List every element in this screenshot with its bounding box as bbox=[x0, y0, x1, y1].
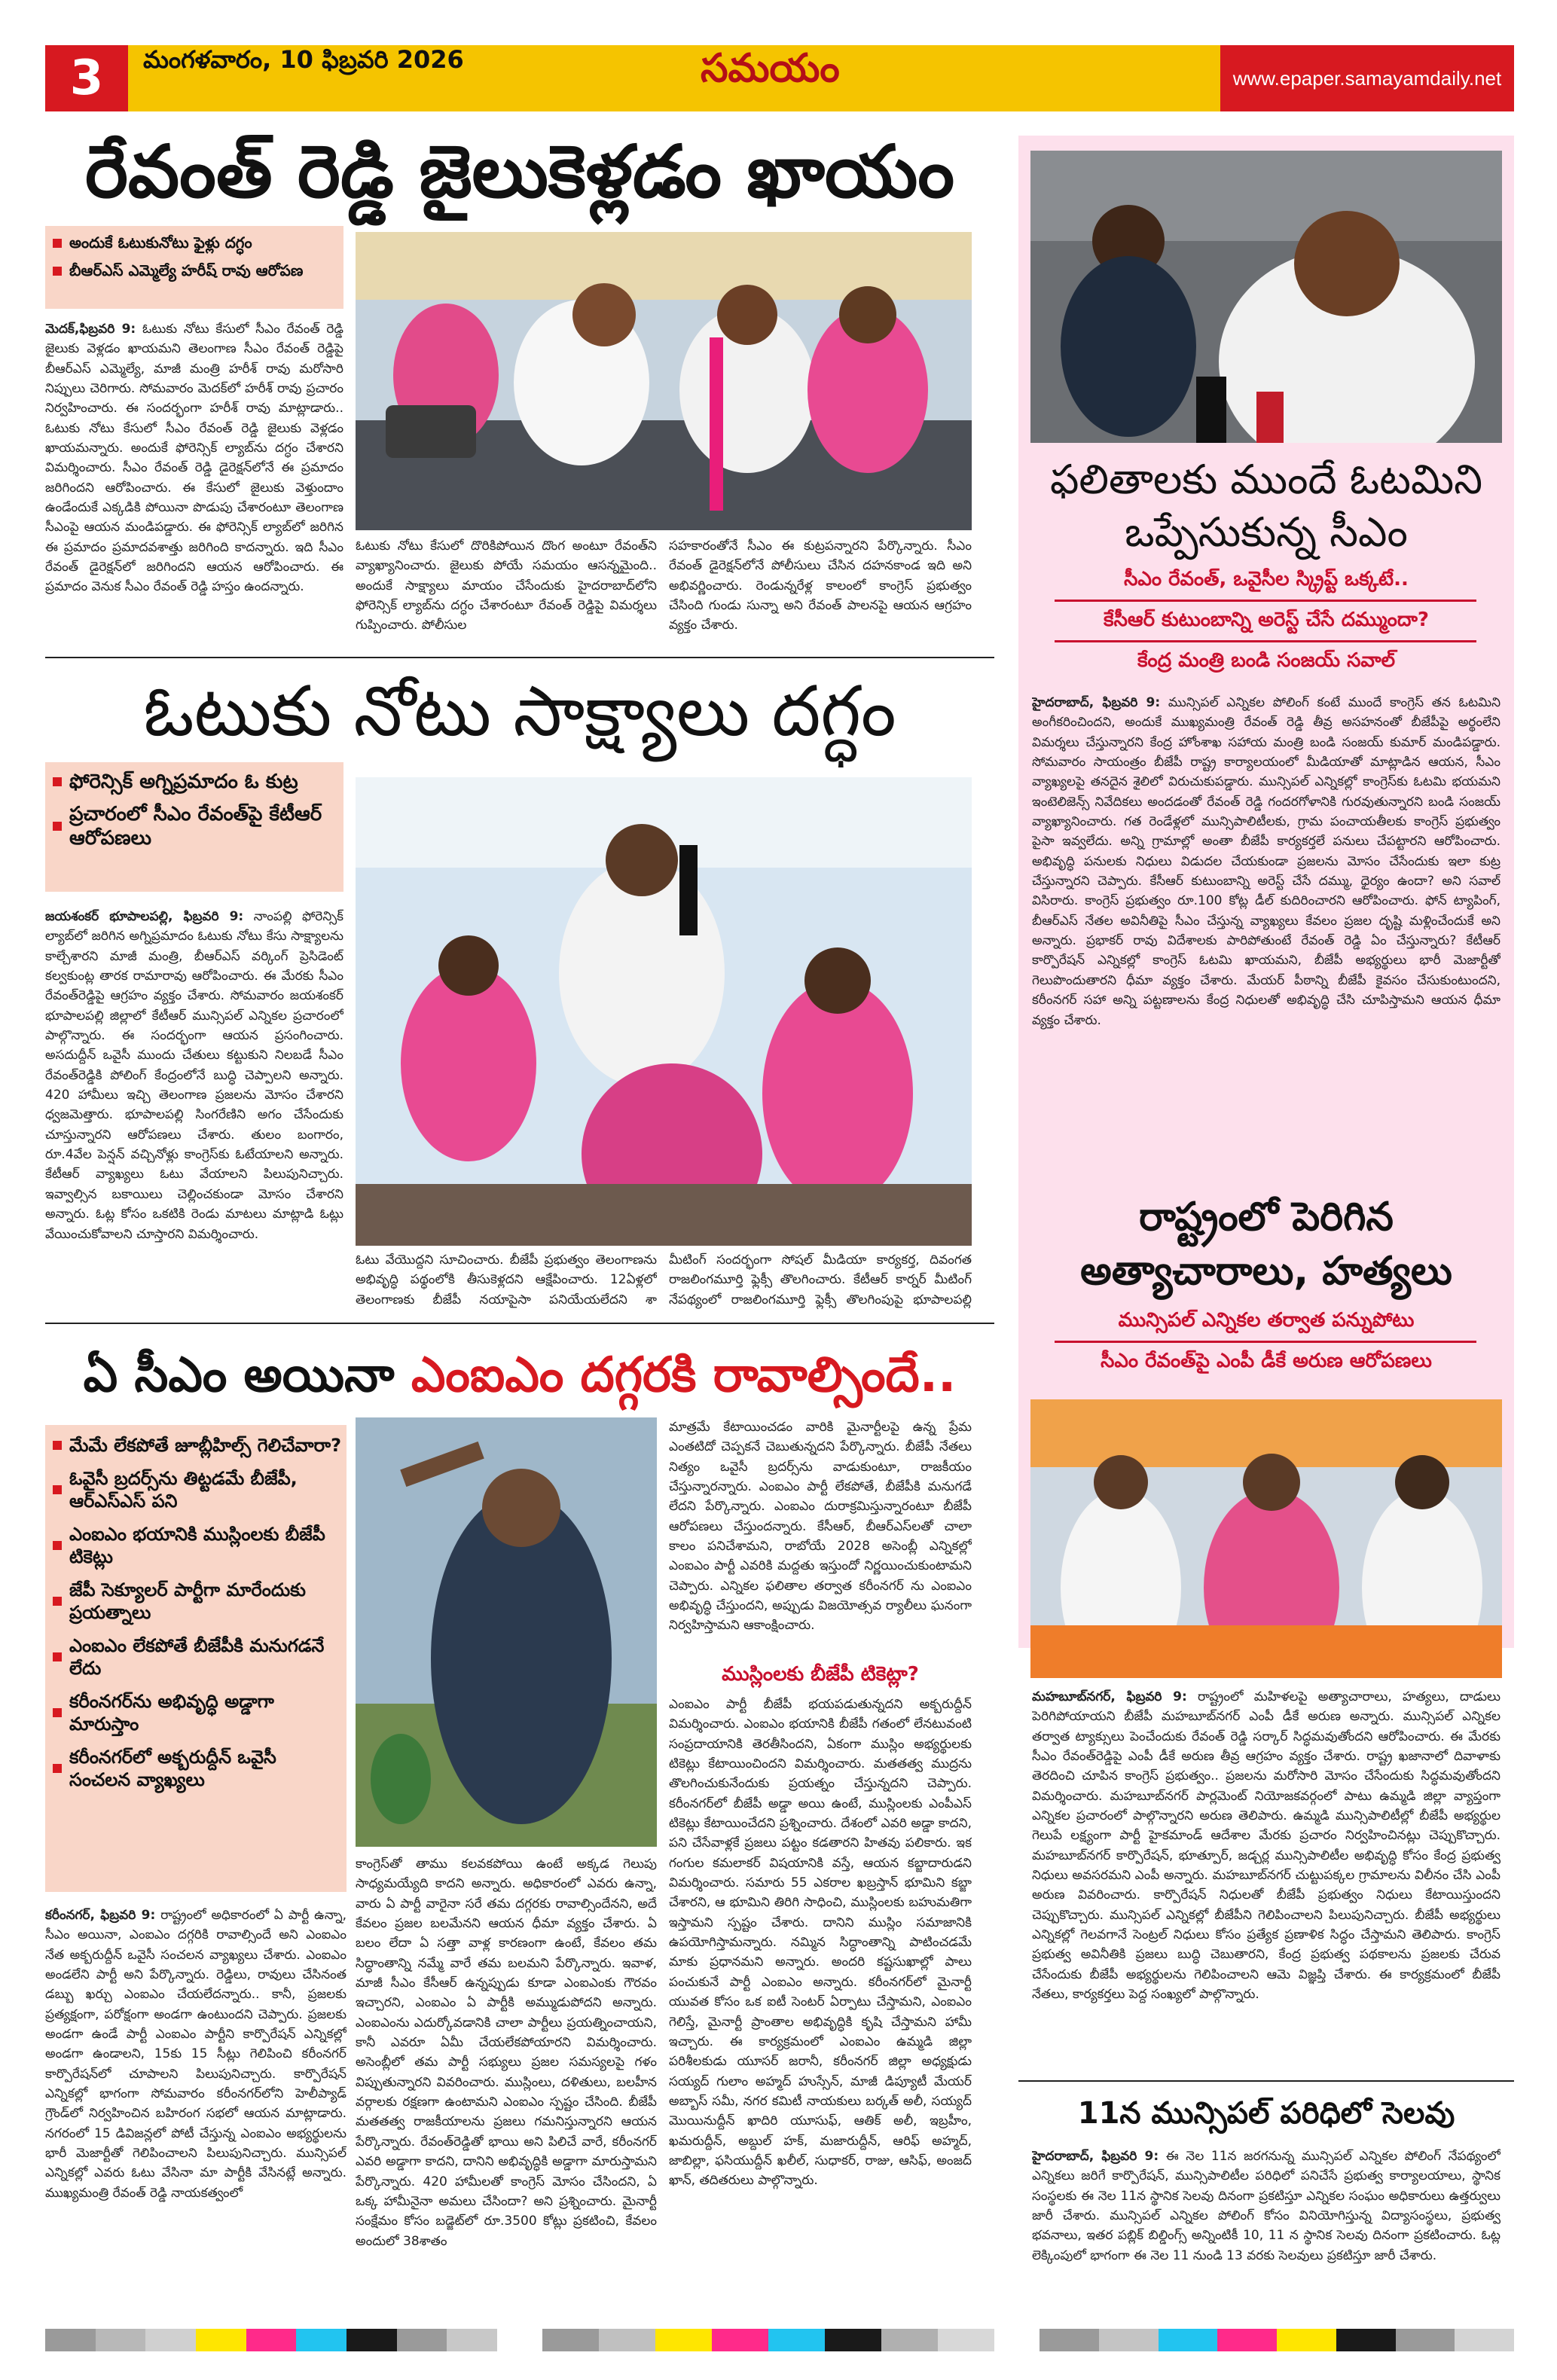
story1-bullet: బీఆర్ఎస్ ఎమ్మెల్యే హరీష్ రావు ఆరోపణ bbox=[50, 261, 339, 280]
side3-headline: 11న మున్సిపల్ పరిధిలో సెలవు bbox=[1077, 2096, 1455, 2131]
story3-bullet: కరీంనగర్‌లో అక్బరుద్దీన్ ఒవైసీ సంచలన వ్యాఖ్యలు bbox=[50, 1746, 342, 1791]
story1-headline: రేవంత్ రెడ్డి జైలుకెళ్లడం ఖాయం bbox=[84, 130, 955, 214]
story3-bullet: ఎంఐఎం భయానికి ముస్లింలకు బీజేపీ టికెట్లు bbox=[50, 1523, 342, 1568]
story2-photo bbox=[356, 777, 972, 1246]
story2-bullet: ప్రచారంలో సీఎం రేవంత్‌పై కేటీఆర్ ఆరోపణలు bbox=[50, 802, 339, 851]
story3-headline-black: ఏ సీఎం అయినా bbox=[83, 1347, 395, 1403]
story3-col1-text: రాష్ట్రంలో అధికారంలో ఏ పార్టీ ఉన్నా, సీఎం అయినా, ఎంఐఎం దగ్గరికి రావాల్సిందే అని ఎంఐఎం నేత అక్బరుద్దీన్ ఒవైసీ సంచలన వ్యాఖ్యలు చేశారు. ఎంఐఎం అండలేని పార్టీ అని పేర్కొన్నారు. రెడ్డిలు, రావులు చేసినంత డబ్బు ఖర్చు ఎంఐఎం చేయలేదన్నారు.. కానీ, ప్రజలకు ప్రత్యక్షంగా, పరోక్షంగా అండగా ఉంటుందని చెప్పారు. ప్రజలకు అండగా ఉండే పార్టీ ఎంఐఎం పార్టీని కార్పొరేషన్ ఎన్నికల్లో అండగా ఉండాలని, 15కు 15 సీట్లు గెలిపించి కరీంనగర్ కార్పొరేషన్‌లో చూపాలని పిలుపునిచ్చారు. కార్పొరేషన్ ఎన్నికల్లో భాగంగా సోమవారం కరీంనగర్‌లోని హెలీప్యాడ్ గ్రౌండ్‌లో నిర్వహించిన బహిరంగ సభలో ఆయన మాట్లాడారు. నగరంలో 15 డివిజన్లలో పోటీ చేస్తున్న ఎంఐఎం అభ్యర్థులను భారీ మెజార్టీతో గెలిపించాలని పిలుపునిచ్చారు. మున్సిపల్ ఎన్నికల్లో ఎవరు ఓటు వేసినా మా పార్టీకి వేసినట్లే అన్నారు. ముఖ్యమంత్రి రేవంత్ రెడ్డి నాయకత్వంలో bbox=[45, 1908, 347, 2201]
story2-column-1 bbox=[45, 907, 343, 1312]
side3-body bbox=[1032, 2147, 1501, 2297]
story3-column-3: మాత్రమే కేటాయించడం వారికి మైనార్టీలపై ఉన్న ప్రేమ ఎంతటిదో చెప్పకనే చెబుతున్నదని పేర్కొన్నారు. బీజేపీ నేతలు నిత్యం ఒవైసీ బ్రదర్స్‌ను వాడుకుంటూ, రాజకీయం చేస్తున్నారన్నారు. ఎంఐఎం పార్టీ లేకపోతే, బీజేపీకి మనుగడే లేదని పేర్కొన్నారు. ఎంఐఎం దురాక్రమిస్తున్నారంటూ బీజేపీ ఆరోపణలు చేస్తుందన్నారు. కేసీఆర్, బీఆర్ఎస్‌లతో చాలా కాలం పనిచేశామని, రాబోయే 2028 అసెంబ్లీ ఎన్నికల్లో ఎంఐఎం పార్టీ ఎవరికి మద్దతు ఇస్తుందో నిర్ణయించుకుంటామని చెప్పారు. ఎన్నికల ఫలితాల తర్వాత కరీంనగర్ ను ఎంఐఎం అభివృద్ధి చేస్తుందని, అప్పుడు విజయోత్సవ ర్యాలీలు ఘనంగా నిర్వహిస్తామని ఆకాంక్షించారు. bbox=[669, 1420, 972, 1634]
story3-column-2: కాంగ్రెస్‌తో తాము కలవకపోయి ఉంటే అక్కడ గెలుపు సాధ్యమయ్యేది కాదని అన్నారు. అధికారంలో ఎవరు ఉన్నా, వారు ఏ పార్టీ వారైనా సరే తమ దగ్గరకు రావాల్సిందేనని, అదే కేవలం ప్రజల బలమేనని ఆయన ధీమా వ్యక్తం చేశారు. ఏ బలం లేదా ఏ సత్తా వాళ్ల కారణంగా ఉంటే, కేవలం తమ సిద్ధాంతాన్ని నమ్మే వారే తమ బలమని పేర్కొన్నారు. ఇవాళ, మాజీ సీఎం కేసీఆర్ ఉన్నప్పుడు కూడా ఎంఐఎంకు గౌరవం ఇచ్చారని, ఎంఐఎం ఏ పార్టీకి అమ్ముడుపోదని అన్నారు. ఎంఐఎంను ఎదుర్కోవడానికి చాలా పార్టీలు ప్రయత్నించాయని, కానీ ఎవరూ ఏమీ చేయలేకపోయారని విమర్శించారు. అసెంబ్లీలో తమ పార్టీ సభ్యులు ప్రజల సమస్యలపై గళం విప్పుతున్నారని వివరించారు. ముస్లింలు, దళితులు, బలహీన వర్గాలకు రక్షణగా ఉంటామని ఎంఐఎం స్పష్టం చేసింది. బీజేపీ మతతత్వ రాజకీయాలను ప్రజలు గమనిస్తున్నారని ఆయన పేర్కొన్నారు. రేవంత్‌రెడ్డితో భాయి అని పిలిచే వారే, కరీంనగర్ ఎవరి అడ్డాగా కాదని, దానిని అభివృద్ధికి అడ్డాగా మారుస్తామని పేర్కొన్నారు. 420 హామీలతో కాంగ్రెస్ మోసం చేసిందని, ఏ ఒక్క హామీనైనా అమలు చేసిందా? అని ప్రశ్నించారు. మైనార్టీ సంక్షేమం కోసం బడ్జెట్‌లో రూ.3500 కోట్లు ప్రకటించి, కేవలం అందులో 38శాతం bbox=[356, 1857, 657, 2249]
side2-body bbox=[1032, 1687, 1501, 2076]
side2-body-text: రాష్ట్రంలో మహిళలపై అత్యాచారాలు, హత్యలు, దాడులు పెరిగిపోయాయని బీజేపీ మహబూబ్‌నగర్ ఎంపీ డీకే అరుణ అన్నారు. మున్సిపల్ ఎన్నికల తర్వాత ట్యాక్సులు పెంచేందుకు రేవంత్ రెడ్డి సర్కార్ సిద్ధమవుతోందని ఆరోపించారు. ఈ మేరకు సీఎం రేవంత్‌రెడ్డిపై ఎంపీ డీకే అరుణ తీవ్ర ఆగ్రహం వ్యక్తం చేశారు. రాష్ట్ర ఖజానాలో దివాళాకు తెరదించి చూపిన కాంగ్రెస్ ప్రభుత్వం.. ప్రజలను మరోసారి మోసం చేసేందుకు సిద్ధమవుతోందని విమర్శించారు. మహబూబ్‌నగర్ పార్లమెంట్ నియోజకవర్గంలో పాటు ఉమ్మడి జిల్లా వ్యాప్తంగా ఎన్నికల ప్రచారంలో పాల్గొన్నారని అరుణ తెలిపారు. ఉమ్మడి మున్సిపాలిటీల్లో బీజేపీ అభ్యర్థుల గెలుపే లక్ష్యంగా పార్టీ హైకమాండ్ ఆదేశాల మేరకు ప్రచారం నిర్వహించినట్లు చెప్పుకొచ్చారు. మహబూబ్‌నగర్ కార్పొరేషన్, భూత్పూర్, జడ్చర్ల మున్సిపాలిటీల అభివృద్ధి కోసం కేంద్ర ప్రభుత్వ నిధులు అవసరమని ఎంపీ అన్నారు. మహబూబ్‌నగర్ చుట్టుపక్కల గ్రామాలను విలీనం చేసి ఎంపీ అరుణ వివరించారు. కార్పొరేషన్ నిధులతో బీజేపీ ప్రభుత్వం నిధులు కేటాయిస్తుందని చెప్పుకొచ్చారు. మున్సిపల్ ఎన్నికల్లో బీజేపీని గెలిపించాలని పిలుపునిచ్చారు. బీజేపీ అభ్యర్థులు ఎన్నికల్లో గెలవగానే సెంట్రల్ నిధులు కోసం ప్రత్యేక ప్రణాళిక సిద్ధం చేస్తామని తెలిపారు. కాంగ్రెస్ ప్రభుత్వ అవినీతికి ప్రజలు బుద్ధి చెబుతారని, కేంద్ర ప్రభుత్వ పథకాలను ప్రజలకు చేరువ చేసేందుకు బీజేపీ అభ్యర్థులను గెలిపించాలని ఆమె విజ్ఞప్తి చేశారు. ఈ కార్యక్రమంలో బీజేపీ నేతలు, కార్యకర్తలు పెద్ద సంఖ్యలో పాల్గొన్నారు. bbox=[1032, 1689, 1501, 2003]
side2-subhead: మున్సిపల్ ఎన్నికల తర్వాత పన్నుపోటు bbox=[1118, 1309, 1415, 1332]
side1-dateline: హైదరాబాద్, ఫిబ్రవరి 9: bbox=[1032, 695, 1161, 710]
side2-photo bbox=[1030, 1399, 1502, 1678]
divider bbox=[1055, 600, 1476, 602]
story1-bullet-box bbox=[45, 226, 343, 309]
color-calibration-bar bbox=[1040, 2329, 1514, 2351]
story3-column-3b: ఎంఐఎం పార్టీ బీజేపీ భయపడుతున్నదని అక్బరుద్దీన్ విమర్శించారు. ఎంఐఎం భయానికి బీజేపీ గతంలో లేనటువంటి సంప్రదాయానికి తెరతీసిందని, ఏకంగా ముస్లిం అభ్యర్థులకు టికెట్లు కేటాయించిందని విమర్శించారు. మతతత్వ ముద్రను తొలగించుకునేందుకు ప్రయత్నం చేస్తున్నదని చెప్పారు. కరీంనగర్‌లో బీజేపీ అడ్డా అయి ఉంటే, ముస్లింలకు ఎంపీఎస్ టికెట్లు కేటాయించేదని ప్రశ్నించారు. దేశంలో ఎవరి అడ్డా కాదని, పని చేసేవాళ్లకే ప్రజలు పట్టం కడతారని హితవు పలికారు. ఇక గంగుల కమలాకర్ విషయానికి వస్తే, ఆయన కబ్జాదారుడని విమర్శించారు. సమారు 55 ఎకరాల ఖబ్రస్తాన్ భూమిని కబ్జా చేశారని, ఆ భూమిని తిరిగి సాధించి, ముస్లింలకు బహుమతిగా ఇస్తామని స్పష్టం చేశారు. దానిని ముస్లిం సమాజానికి ఉపయోగిస్తామన్నారు. నమ్మిన సిద్ధాంతాన్ని పాటించడమే మాకు ప్రధానమని అన్నారు. అందరి కష్టసుఖాల్లో పాలు పంచుకునే పార్టీ ఎంఐఎం అన్నారు. కరీంనగర్‌లో మైనార్టీ యువత కోసం ఒక ఐటీ సెంటర్ ఏర్పాటు చేస్తామని, ఎంఐఎం గెలిస్తే, మైనార్టీ ప్రాంతాల అభివృద్ధికి కృషి చేస్తామని హామీ ఇచ్చారు. ఈ కార్యక్రమంలో ఎంఐఎం ఉమ్మడి జిల్లా పరిశీలకుడు యూసర్ జరానీ, కరీంనగర్ జిల్లా అధ్యక్షుడు సయ్యద్ గులాం అహ్మద్ హుస్సేన్, మాజీ డిప్యూటీ మేయర్ అబ్బాస్ సమీ, నగర కమిటీ నాయకులు బర్కత్ అలీ, సయ్యద్ మొయినుద్దీన్ ఖాదిరి యూసుఫ్, ఆతిక్ అలీ, ఇబ్రహీం, ఖమరుద్దీన్, అబ్దుల్ హక్, మజారుద్దీన్, ఆరిఫ్ అహ్మద్, జాబిల్లా, ఫసియుద్దీన్ ఖలీల్, సుధాకర్, రాజు, ఆసిఫ్, అంజద్ ఖాన్, తదితరులు పాల్గొన్నారు. bbox=[669, 1697, 972, 2189]
story2-bullet-box bbox=[45, 762, 343, 892]
side3-dateline: హైదరాబాద్, ఫిబ్రవరి 9: bbox=[1032, 2149, 1159, 2164]
side2-subhead: సీఎం రేవంత్‌పై ఎంపీ డీకే అరుణ ఆరోపణలు bbox=[1101, 1350, 1432, 1372]
story1-column-1 bbox=[45, 319, 343, 648]
issue-date: మంగళవారం, 10 ఫిబ్రవరి 2026 bbox=[143, 45, 464, 74]
divider bbox=[1055, 1341, 1476, 1343]
side1-body-text: మున్సిపల్ ఎన్నికల పోలింగ్ కంటే ముందే కాంగ్రెస్ తన ఓటమిని అంగీకరించిందని, అందుకే ముఖ్యమంత్రి రేవంత్ రెడ్డి తీవ్ర అసహనంతో బీజేపీపై అర్థంలేని విమర్శలు చేస్తున్నారని కేంద్ర హోంశాఖ సహాయ మంత్రి బండి సంజయ్ కుమార్ మండిపడ్డారు. సోమవారం సాయంత్రం బీజేపీ రాష్ట్ర కార్యాలయంలో మీడియాతో మాట్లాడిన ఆయన, సీఎం వ్యాఖ్యలపై తనదైన శైలిలో విరుచుకుపడ్డారు. మున్సిపల్ ఎన్నికల్లో కాంగ్రెస్‌కు ఓటమి భయమని ఇంటెలిజెన్స్ నివేదికలు అందడంతో రేవంత్ రెడ్డి గందరగోళానికి గురవుతున్నారని బండి సంజయ్ వ్యాఖ్యానించారు. గత రెండేళ్లలో మున్సిపాలిటీలకు, గ్రామ పంచాయతీలకు కాంగ్రెస్ ప్రభుత్వం పైసా ఇవ్వలేదు. అన్ని గ్రామాల్లో అంతా బీజేపీ కార్యకర్తలే పనులు చేపట్టారని ఆరోపించారు. అభివృద్ధి పనులకు నిధులు విడుదల చేయకుండా ప్రజలను మోసం చేసేందుకు ఇలా కుట్ర చేస్తున్నారని చెప్పారు. కేసీఆర్ కుటుంబాన్ని అరెస్ట్ చేసే దమ్ము, ధైర్యం ఉందా? అని సవాల్ విసిరారు. కాంగ్రెస్ ప్రభుత్వం రూ.100 కోట్ల డీల్ కుదిరించారని ఆరోపించారు. ఫోన్ ట్యాపింగ్, బీఆర్ఎస్ నేతల అవినీతిపై సీఎం చేస్తున్న వ్యాఖ్యలు కేవలం ప్రజల దృష్టి మళ్లించేందుకే అని అన్నారు. ప్రభాకర్ రావు విదేశాలకు పారిపోతుంటే రేవంత్ రెడ్డి ఏం చేస్తున్నారు? కేటీఆర్ కార్పొరేషన్ ఎన్నికల్లో కాంగ్రెస్ ఓటమి ఖాయమని, బీజేపీ అభ్యర్థులు భారీ మెజార్టీతో గెలుపొందుతారని ధీమా వ్యక్తం చేశారు. మేయర్ పీఠాన్ని బీజేపీ కైవసం చేసుకుంటుందని, కరీంనగర్ సహా అన్ని పట్టణాలను కేంద్ర నిధులతో అభివృద్ధి చేసి చూపిస్తామని ఆయన ధీమా వ్యక్తం చేశారు. bbox=[1032, 695, 1501, 1028]
side3-body-text: ఈ నెల 11న జరగనున్న మున్సిపల్ ఎన్నికల పోలింగ్ నేపథ్యంలో ఎన్నికలు జరిగే కార్పొరేషన్, మున్సిపాలిటీల పరిధిలో పనిచేసే ప్రభుత్వ కార్యాలయాలు, స్థానిక సంస్థలకు ఈ నెల 11న స్థానిక సెలవు దినంగా ప్రకటిస్తూ ఎన్నికల సంఘం అధికారులు ఉత్తర్వులు జారీ చేశారు. మున్సిపల్ ఎన్నికల పోలింగ్ కోసం వినియోగిస్తున్న విద్యాసంస్థలు, ప్రభుత్వ భవనాలు, ఇతర పబ్లిక్ బిల్డింగ్స్ అన్నింటికీ 10, 11 న స్థానిక సెలవు దినంగా ప్రకటించారు. ఓట్ల లెక్కింపులో భాగంగా ఈ నెల 11 నుండి 13 వరకు సెలవులు ప్రకటిస్తూ జారీ చేశారు. bbox=[1032, 2149, 1501, 2263]
side1-subhead: కేంద్ర మంత్రి బండి సంజయ్ సవాల్ bbox=[1137, 649, 1396, 672]
story3-dateline: కరీంనగర్, ఫిబ్రవరి 9: bbox=[45, 1908, 156, 1923]
side1-subhead: కేసీఆర్ కుటుంబాన్ని అరెస్ట్ చేసే దమ్ముందా? bbox=[1104, 609, 1429, 631]
divider bbox=[1055, 640, 1476, 642]
story1-photo bbox=[356, 232, 972, 530]
divider bbox=[1018, 2080, 1514, 2082]
story3-photo bbox=[356, 1417, 657, 1847]
story1-column-2: ఓటుకు నోటు కేసులో దొరికిపోయిన దొంగ అంటూ రేవంత్‌ని వ్యాఖ్యానించారు. జైలుకు పోయే సమయం ఆసన్నమైంది.. అందుకే సాక్ష్యాలు మాయం చేసేందుకు హైదరాబాద్‌లోని ఫోరెన్సిక్ ల్యాబ్‌ను దగ్ధం చేశారంటూ రేవంత్ రెడ్డిపై విమర్శలు గుప్పించారు. పోలీసుల bbox=[356, 539, 657, 633]
story3-bullet: ఎంఐఎం లేకపోతే బీజేపీకి మనుగడనే లేదు bbox=[50, 1634, 342, 1680]
newspaper-logo: సమయం bbox=[701, 45, 840, 91]
story3-bullet-box bbox=[45, 1425, 347, 1892]
story2-col1-text: నాంపల్లి ఫోరెన్సిక్ ల్యాబ్‌లో జరిగిన అగ్నిప్రమాదం ఓటుకు నోటు కేసు సాక్ష్యాలను కాల్చేశారని మాజీ మంత్రి, బీఆర్ఎస్ వర్కింగ్ ప్రెసిడెంట్ కల్వకుంట్ల తారక రామారావు ఆరోపించారు. ఈ మేరకు సీఎం రేవంత్‌రెడ్డిపై ఆగ్రహం వ్యక్తం చేశారు. సోమవారం జయశంకర్ భూపాలపల్లి జిల్లాలో కేటీఆర్ మున్సిపల్ ఎన్నికల ప్రచారంలో పాల్గొన్నారు. ఈ సందర్భంగా ఆయన ప్రసంగించారు. అసదుద్దీన్ ఒవైసీ ముందు చేతులు కట్టుకుని నిలబడే సీఎం రేవంత్‌రెడ్డికి పోలింగ్ కేంద్రంలోనే బుద్ధి చెప్పాలని అన్నారు. 420 హామీలు ఇచ్చి తెలంగాణ ప్రజలను మోసం చేశారని ధ్వజమెత్తారు. భూపాలపల్లి సింగరేణిని అగం చేసేందుకు చూస్తున్నారని ఆరోపణలు చేశారు. తులం బంగారం, రూ.4వేల పెన్షన్ వచ్చినోళ్లు కాంగ్రెస్‌కు ఓటేయాలని అన్నారు. కేటీఆర్ వ్యాఖ్యలు ఓటు వేయాలని పిలుపునిచ్చారు. ఇవ్వాల్సిన బకాయిలు చెల్లించకుండా మోసం చేశారని అన్నారు. ఓట్ల కోసం ఒకటికి రెండు మాటలు మాట్లాడి ఓట్లు వేయించుకోవాలని చూస్తారని విమర్శించారు. bbox=[45, 909, 343, 1242]
story1-col1-text: ఓటుకు నోటు కేసులో సీఎం రేవంత్ రెడ్డి జైలుకు వెళ్లడం ఖాయమని తెలంగాణ సీఎం రేవంత్ రెడ్డిపై బీఆర్ఎస్ ఎమ్మెల్యే, మాజీ మంత్రి హరీశ్ రావు మరోసారి నిప్పులు చెరిగారు. సోమవారం మెదక్‌లో హరీశ్ రావు ప్రచారం నిర్వహించారు. ఈ సందర్భంగా హరీశ్ రావు మాట్లాడారు.. ఓటుకు నోటు కేసులో సీఎం రేవంత్ రెడ్డి జైలుకు వెళ్లడం ఖాయమన్నారు. అందుకే ఫోరెన్సిక్ ల్యాబ్‌ను దగ్ధం చేశారని విమర్శించారు. సీఎం రేవంత్ రెడ్డి డైరెక్షన్‌లోనే ఈ ప్రమాదం జరిగిందని ఆరోపించారు. ఈ కేసులో జైలుకు వెళ్తుందాం ఉండేందుకే ఎక్కడికి పోయినా పొడుపు చేశారంటూ తెలంగాణ సీఎంపై ఆయన మండిపడ్డారు. ఈ ఫోరెన్సిక్ ల్యాబ్‌లో జరిగిన ఈ ప్రమాదం ప్రమాదవశాత్తు జరిగింది కాదన్నారు. ఇది సీఎం రేవంత్ డైరెక్షన్‌లో జరిగిందని ఆయన ఆరోపించారు. ఈ ప్రమాదం వెనుక సీఎం రేవంత్ రెడ్డి హస్తం ఉందన్నారు. bbox=[45, 322, 343, 595]
story3-bullet: జేపీ సెక్యూలర్ పార్టీగా మారేందుకు ప్రయత్నాలు bbox=[50, 1579, 342, 1624]
story3-bullet: ఓవైసీ బ్రదర్స్‌ను తిట్టడమే బీజేపీ, ఆర్ఎస్ఎస్ పని bbox=[50, 1467, 342, 1512]
story2-column-2: ఓటు వేయొద్దని సూచించారు. బీజేపీ ప్రభుత్వం తెలంగాణను అభివృద్ధి పథ్ధంలోకి తీసుకెళ్లదని ఆక్షేపించారు. 12ఏళ్లలో తెలంగాణకు బీజేపీ నయాపైసా పనియేయలేదని శా bbox=[356, 1253, 657, 1307]
side1-subhead: సీఎం రేవంత్, ఒవైసీల స్క్రిప్ట్ ఒక్కటే.. bbox=[1124, 568, 1409, 590]
side2-dateline: మహబూబ్‌నగర్, ఫిబ్రవరి 9: bbox=[1032, 1689, 1187, 1704]
story1-bullet: అందుకే ఓటుకునోటు ఫైళ్లు దగ్ధం bbox=[50, 233, 339, 252]
story2-dateline: జయశంకర్ భూపాలపల్లి, ఫిబ్రవరి 9: bbox=[45, 909, 244, 924]
story3-headline-red: ఎంఐఎం దగ్గరకి రావాల్సిందే.. bbox=[411, 1347, 957, 1403]
color-calibration-bar bbox=[542, 2329, 994, 2351]
story1-column-3: సహకారంతోనే సీఎం ఈ కుట్రపన్నారని పేర్కొన్నారు. సీఎం రేవంత్ డైరెక్షన్‌లోనే పోలీసులు చేసిన దహనకాండ ఇది అని అభివర్ణించారు. రెండున్నరేళ్ల కాలంలో కాంగ్రెస్ ప్రభుత్వం చేసింది గుండు సున్నా అని రేవంత్ పాలనపై ఆయన ఆగ్రహం వ్యక్తం చేశారు. bbox=[669, 539, 972, 633]
color-calibration-bar bbox=[45, 2329, 497, 2351]
side1-photo bbox=[1030, 151, 1502, 443]
page-number: 3 bbox=[45, 45, 128, 111]
story1-dateline: మెదక్,ఫిబ్రవరి 9: bbox=[45, 322, 136, 337]
divider bbox=[45, 1323, 994, 1324]
story3-headline bbox=[45, 1332, 994, 1419]
story3-bullet: కరీంనగర్‌ను అభివృద్ధి అడ్డాగా మారుస్తాం bbox=[50, 1690, 342, 1735]
divider bbox=[45, 657, 994, 658]
side1-body bbox=[1032, 693, 1501, 1167]
story2-column-3: మీటింగ్ సందర్భంగా సోషల్ మీడియా కార్యకర్త, దివంగత రాజలింగమూర్తి ఫ్లెక్సీ తొలగించారు. కేటీఆర్ కార్నర్ మీటింగ్ నేపథ్యంలో రాజలింగమూర్తి ఫ్లెక్సీ తొలగింపుపై భూపాలపల్లి bbox=[669, 1253, 972, 1307]
story3-column-1 bbox=[45, 1906, 347, 2297]
story3-bullet: మేమే లేకపోతే జూబ్లీహిల్స్ గెలిచేవారా? bbox=[50, 1434, 342, 1457]
story2-bullet: ఫోరెన్సిక్ అగ్నిప్రమాదం ఓ కుట్ర bbox=[50, 770, 339, 795]
story2-headline: ఓటుకు నోటు సాక్ష్యాలు దగ్ధం bbox=[143, 671, 896, 752]
side1-headline: ఫలితాలకు ముందే ఓటమిని ఒప్పేసుకున్న సీఎం bbox=[1049, 456, 1482, 556]
epaper-url[interactable]: www.epaper.samayamdaily.net bbox=[1220, 45, 1514, 111]
story3-subhead: ముస్లింలకు బీజేపీ టికెట్లా? bbox=[722, 1663, 919, 1686]
side2-headline: రాష్ట్రంలో పెరిగిన అత్యాచారాలు, హత్యలు bbox=[1080, 1195, 1452, 1294]
